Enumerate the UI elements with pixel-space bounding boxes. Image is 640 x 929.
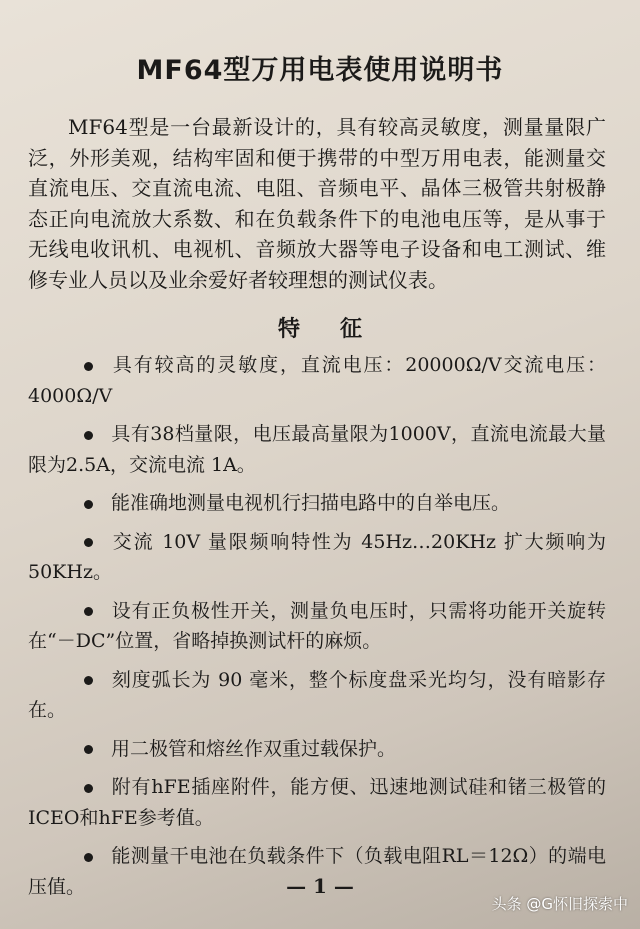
features-list bbox=[28, 350, 606, 910]
document-title: MF64型万用电表使用说明书 bbox=[136, 55, 504, 86]
feature-text: 具有较高的灵敏度，直流电压：20000Ω/V交流电压：4000Ω/V bbox=[28, 354, 606, 407]
feature-item bbox=[28, 772, 606, 833]
bullet-icon bbox=[84, 607, 93, 616]
feature-item bbox=[28, 350, 606, 411]
feature-text: 设有正负极性开关，测量负电压时，只需将功能开关旋转在“－DC”位置，省略掉换测试杆的麻烦。 bbox=[28, 599, 606, 652]
feature-text: 能测量干电池在负载条件下（负载电阻RL＝12Ω）的端电压值。 bbox=[28, 845, 606, 898]
feature-text: 用二极管和熔丝作双重过载保护。 bbox=[111, 737, 397, 760]
feature-item bbox=[28, 665, 606, 726]
feature-text: 刻度弧长为 90 毫米，整个标度盘采光均匀，没有暗影存在。 bbox=[28, 668, 606, 721]
page-number: — 1 — bbox=[286, 874, 354, 898]
bullet-icon bbox=[84, 853, 93, 862]
bullet-icon bbox=[84, 784, 93, 793]
bullet-icon bbox=[84, 745, 93, 754]
feature-item bbox=[28, 527, 606, 588]
feature-item bbox=[28, 734, 606, 765]
features-heading: 特征 bbox=[277, 317, 402, 342]
intro-paragraph: MF64型是一台最新设计的，具有较高灵敏度，测量量限广泛，外形美观，结构牢固和便于携带的中型万用电表，能测量交直流电压、交直流电流、电阻、音频电平、晶体三极管共射极静态正向电流放大系数、和在负载条件下的电池电压等，是从事于无线电收讯机、电视机、音频放大器等电子设备和电工测试、维修专业人员以及业余爱好者较理想的测试仪表。 bbox=[28, 115, 606, 292]
bullet-icon bbox=[84, 676, 93, 685]
bullet-icon bbox=[84, 362, 93, 371]
feature-text: 能准确地测量电视机行扫描电路中的自举电压。 bbox=[111, 492, 511, 514]
feature-item bbox=[28, 419, 606, 480]
feature-item bbox=[28, 488, 606, 519]
feature-item bbox=[28, 596, 606, 657]
bullet-icon bbox=[84, 500, 93, 509]
feature-text: 附有hFE插座附件，能方便、迅速地测试硅和锗三极管的ICEO和hFE参考值。 bbox=[28, 776, 606, 829]
feature-text: 交流 10V 量限频响特性为 45Hz…20KHz 扩大频响为50KHz。 bbox=[28, 530, 606, 583]
bullet-icon bbox=[84, 538, 93, 547]
bullet-icon bbox=[84, 431, 93, 440]
watermark-text: 头条 @G怀旧探索中 bbox=[491, 895, 628, 913]
feature-text: 具有38档量限，电压最高量限为1000V，直流电流最大量限为2.5A，交流电流 1A。 bbox=[28, 423, 606, 476]
